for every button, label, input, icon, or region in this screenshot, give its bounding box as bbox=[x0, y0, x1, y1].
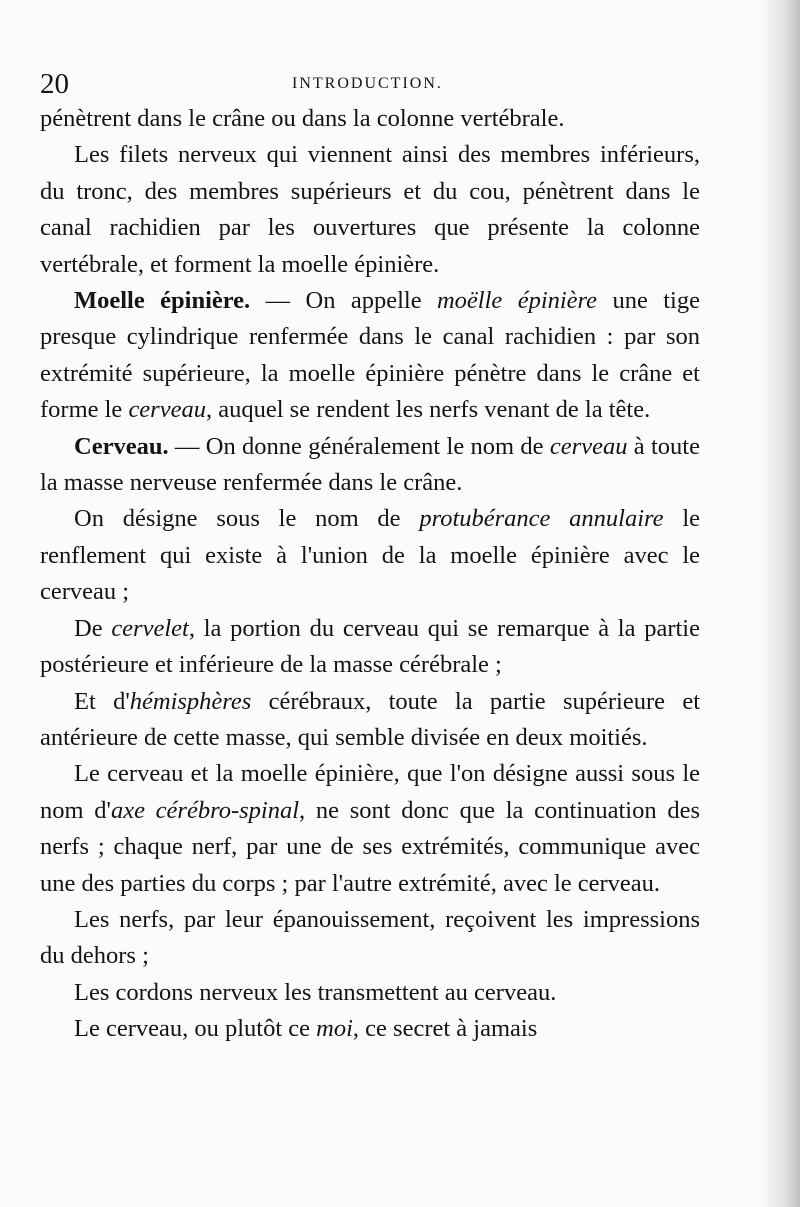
paragraph-cordons bbox=[40, 975, 700, 1011]
paragraph-moelle-epiniere bbox=[40, 283, 700, 429]
paragraph-moi bbox=[40, 1011, 700, 1047]
paragraph-text: Les nerfs, par leur épanouissement, reçoivent les impressions du dehors ; bbox=[40, 905, 700, 970]
paragraph-text: On désigne sous le nom de bbox=[74, 505, 420, 533]
paragraph-2 bbox=[40, 137, 700, 283]
paragraph-text: Les filets nerveux qui viennent ainsi des membres inférieurs, du tronc, des membres supérieurs et du cou, pénètrent dans le canal rachidien par les ouvertures que présente la colonne vertébrale, et forment la moelle épinière. bbox=[40, 141, 700, 278]
paragraph-text: , ne sont donc que la continuation des nerfs ; chaque nerf, par une de ses extrémités, communique avec une des parties du corps ; par l'autre extrémité, avec le cerveau. bbox=[40, 796, 700, 897]
running-title: INTRODUCTION. bbox=[292, 75, 443, 92]
page-edge-shadow bbox=[760, 0, 800, 1207]
italic-term: hémisphères bbox=[129, 687, 252, 715]
paragraph-text: une tige presque cylindrique renfermée dans le canal rachidien : par son extrémité supérieure, la moelle épinière pénètre dans le crâne et forme le bbox=[40, 287, 700, 424]
italic-term: protubérance annulaire bbox=[419, 505, 664, 533]
paragraph-text: Les cordons nerveux les transmettent au cerveau. bbox=[74, 978, 557, 1006]
paragraph-protuberance bbox=[40, 501, 700, 610]
paragraph-text: pénètrent dans le crâne ou dans la colonne vertébrale. bbox=[40, 105, 565, 132]
paragraph-text: , la portion du cerveau qui se remarque à la partie postérieure et inférieure de la masse cérébrale ; bbox=[40, 614, 700, 679]
italic-term: moëlle épinière bbox=[436, 287, 598, 315]
paragraph-axe-cerebro-spinal bbox=[40, 756, 700, 902]
paragraph-text: , auquel se rendent les nerfs venant de la tête. bbox=[205, 396, 651, 424]
paragraph-text: — On appelle bbox=[250, 287, 437, 315]
italic-term: cerveau bbox=[549, 432, 628, 460]
paragraph-text: Le cerveau, ou plutôt ce bbox=[74, 1015, 317, 1043]
paragraph-1 bbox=[40, 101, 700, 137]
paragraph-text: Et d' bbox=[74, 687, 130, 715]
italic-term: axe cérébro-spinal bbox=[110, 796, 300, 824]
section-heading: Moelle épinière. bbox=[74, 287, 251, 315]
paragraph-cervelet bbox=[40, 611, 700, 684]
italic-term: cervelet bbox=[111, 614, 189, 642]
page-number: 20 bbox=[40, 68, 69, 100]
paragraph-text: le renflement qui existe à l'union de la moelle épinière avec le cerveau ; bbox=[40, 505, 701, 606]
paragraph-cerveau bbox=[40, 429, 700, 502]
italic-term: moi bbox=[316, 1015, 353, 1043]
body-text bbox=[40, 101, 700, 1048]
paragraph-text: — On donne généralement le nom de bbox=[168, 432, 550, 460]
paragraph-text: Le cerveau et la moelle épinière, que l'on désigne aussi sous le nom d' bbox=[40, 760, 700, 824]
page-header bbox=[40, 66, 720, 102]
italic-term: cerveau bbox=[128, 396, 206, 424]
paragraph-text: , ce secret à jamais bbox=[352, 1015, 538, 1043]
paragraph-text: à toute la masse nerveuse renfermée dans le crâne. bbox=[40, 432, 700, 497]
paragraph-text: De bbox=[74, 614, 112, 642]
section-heading: Cerveau. bbox=[74, 432, 169, 460]
paragraph-text: cérébraux, toute la partie supérieure et antérieure de cette masse, qui semble divisée en deux moitiés. bbox=[40, 687, 701, 751]
paragraph-nerfs bbox=[40, 902, 700, 975]
paragraph-hemispheres bbox=[40, 684, 700, 757]
